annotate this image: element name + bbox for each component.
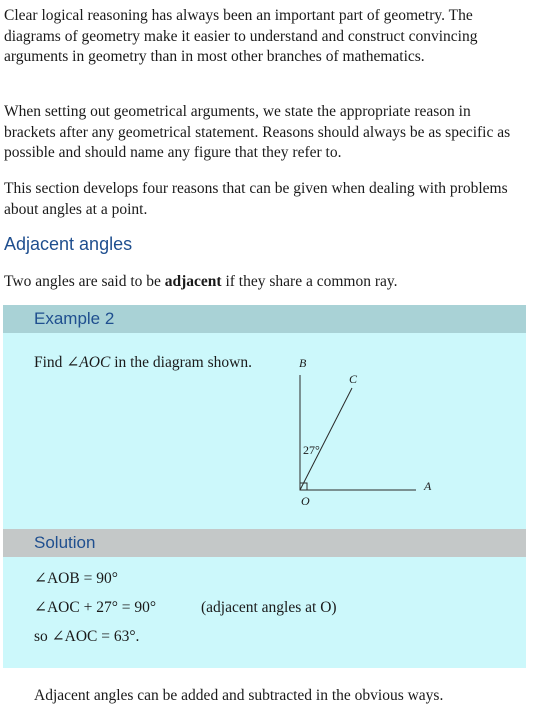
example-title: Example 2: [34, 309, 115, 328]
solution-line-3: so ∠AOC = 63°.: [34, 628, 140, 645]
prompt-after: in the diagram shown.: [110, 354, 252, 371]
definition-paragraph: [4, 272, 524, 293]
intro-paragraph-3: This section develops four reasons that can be given when dealing with problems about angles at a point.: [4, 180, 508, 218]
definition-after: if they share a common ray.: [221, 273, 398, 290]
definition-term: adjacent: [164, 273, 222, 290]
label-a: A: [424, 479, 432, 493]
angle-label: 27°: [303, 443, 320, 457]
label-o: O: [301, 494, 310, 508]
label-c: C: [349, 372, 358, 386]
solution-body: [3, 557, 526, 668]
solution-line-2-reason: (adjacent angles at O): [201, 599, 337, 616]
solution-header: [3, 529, 526, 557]
ray-oc: [300, 388, 352, 490]
example-prompt: [34, 353, 252, 373]
solution-line-1: ∠AOB = 90°: [34, 570, 118, 587]
angle-diagram: [273, 333, 473, 529]
footer-paragraph: Adjacent angles can be added and subtracted in the obvious ways.: [34, 687, 444, 704]
intro-paragraph-2: When setting out geometrical arguments, we state the appropriate reason in brackets after any geometrical statement. Reasons should always be as specific as possible and should name any figure that they refer to.: [4, 103, 511, 161]
example-body: [3, 333, 526, 529]
intro-paragraph-1: Clear logical reasoning has always been an important part of geometry. The diagrams of geometry make it easier to understand and construct convincing arguments in geometry than in most other branches of mathematics.: [4, 7, 478, 65]
solution-title: Solution: [34, 533, 96, 552]
section-heading: Adjacent angles: [4, 234, 133, 254]
prompt-before: Find: [34, 354, 67, 371]
prompt-angle: ∠AOC: [66, 354, 111, 371]
label-b: B: [299, 356, 307, 370]
example-header: [3, 305, 526, 333]
solution-line-2: ∠AOC + 27° = 90°: [34, 599, 157, 616]
definition-before: Two angles are said to be: [4, 273, 165, 290]
